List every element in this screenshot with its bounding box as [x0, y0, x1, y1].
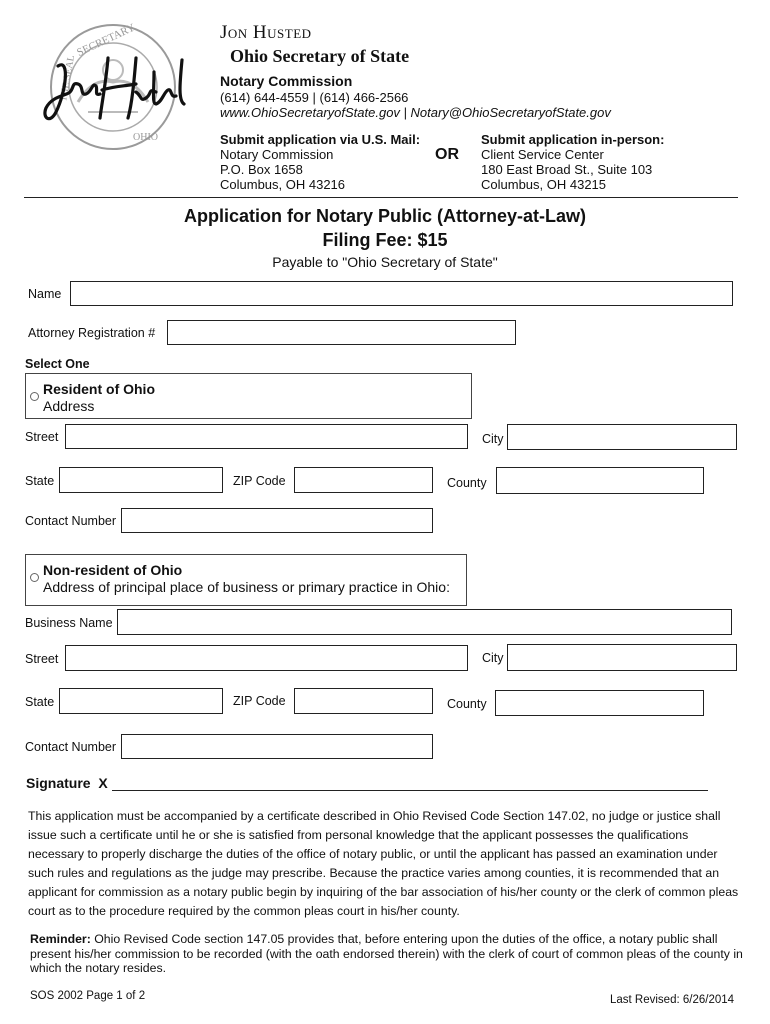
name-label: Name — [28, 287, 62, 301]
reminder-text: Ohio Revised Code section 147.05 provides that, before entering upon the duties of the office, a notary public shall present his/her commission to be recorded (with the oath endorsed therein) with the clerk of court of common pleas of the county in which the notary resides. — [30, 932, 743, 975]
resident-street-field[interactable] — [65, 424, 468, 449]
header-divider — [24, 197, 738, 198]
instructions-paragraph — [28, 807, 740, 921]
resident-option-title: Resident of Ohio — [43, 381, 155, 397]
in-person-line: 180 East Broad St., Suite 103 — [481, 162, 653, 177]
page-footer-left: SOS 2002 Page 1 of 2 — [30, 990, 146, 1002]
name-field[interactable] — [70, 281, 733, 306]
signature-image — [36, 52, 196, 132]
nonresident-option-title: Non-resident of Ohio — [43, 562, 183, 578]
page-footer-right: Last Revised: 6/26/2014 — [610, 994, 735, 1006]
nonresident-zip-field[interactable] — [294, 688, 433, 714]
nonresident-county-field[interactable] — [495, 690, 704, 716]
phone-numbers: (614) 644-4559 | (614) 466-2566 — [220, 90, 409, 105]
nonresident-city-label: City — [482, 651, 504, 665]
resident-county-label: County — [447, 476, 487, 490]
office-title: Ohio Secretary of State — [230, 46, 410, 66]
mail-title: Submit application via U.S. Mail: — [220, 132, 421, 147]
resident-zip-field[interactable] — [294, 467, 433, 493]
attorney-registration-field[interactable] — [167, 320, 516, 345]
nonresident-street-field[interactable] — [65, 645, 468, 671]
in-person-title: Submit application in-person: — [481, 132, 665, 147]
payable-to: Payable to "Ohio Secretary of State" — [272, 254, 498, 270]
resident-option-subtitle: Address — [43, 398, 95, 414]
business-name-label: Business Name — [25, 616, 113, 630]
or-label: OR — [435, 146, 459, 163]
svg-text:SECRETARY: SECRETARY — [75, 22, 138, 59]
form-title: Application for Notary Public (Attorney-at-Law) — [183, 206, 586, 226]
filing-fee: Filing Fee: $15 — [322, 230, 448, 250]
attorney-registration-label: Attorney Registration # — [28, 326, 156, 340]
officer-name: Jon Husted — [220, 22, 312, 43]
nonresident-contact-label: Contact Number — [25, 740, 117, 754]
resident-city-label: City — [482, 432, 504, 446]
nonresident-county-label: County — [447, 697, 487, 711]
svg-text:OHIO: OHIO — [133, 132, 158, 143]
svg-text:THE SEAL: THE SEAL — [58, 54, 78, 103]
resident-radio[interactable] — [30, 392, 39, 401]
nonresident-zip-label: ZIP Code — [233, 694, 286, 708]
resident-state-field[interactable] — [59, 467, 223, 493]
nonresident-state-field[interactable] — [59, 688, 223, 714]
instructions-text: This application must be accompanied by a certificate described in Ohio Revised Code Section 147.02, no judge or justice shall issue such a certificate until he or she is satisfied from personal knowledge that the applicant possesses the qualifications necessary to properly discharge the duties of the office of notary public, or until the applicant has passed an examination under such rules and regulations as the judge may prescribe. Because the practice varies among counties, it is recommended that an applicant for commission as a notary public begin by inquiring of the bar association of his/her county or the clerk of common pleas court as to the procedure required by the common pleas court in his/her county. — [28, 809, 739, 918]
signature-line[interactable] — [112, 790, 708, 791]
resident-contact-label: Contact Number — [25, 514, 117, 528]
nonresident-option-subtitle: Address of principal place of business or primary practice in Ohio: — [43, 579, 450, 595]
reminder-paragraph — [30, 932, 750, 976]
nonresident-street-label: Street — [25, 652, 59, 666]
department-name: Notary Commission — [220, 73, 353, 89]
resident-state-label: State — [25, 474, 55, 488]
resident-county-field[interactable] — [496, 467, 704, 494]
select-one-label: Select One — [25, 357, 90, 371]
signature-label: Signature X — [26, 775, 108, 791]
nonresident-city-field[interactable] — [507, 644, 737, 671]
in-person-line: Columbus, OH 43215 — [481, 177, 607, 192]
mail-line: Notary Commission — [220, 147, 334, 162]
resident-contact-field[interactable] — [121, 508, 433, 533]
mail-address-block — [220, 132, 420, 192]
resident-street-label: Street — [25, 430, 59, 444]
business-name-field[interactable] — [117, 609, 732, 635]
web-email: www.OhioSecretaryofState.gov | Notary@OhioSecretaryofState.gov — [220, 105, 611, 120]
nonresident-contact-field[interactable] — [121, 734, 433, 759]
resident-city-field[interactable] — [507, 424, 737, 450]
in-person-line: Client Service Center — [481, 147, 604, 162]
resident-zip-label: ZIP Code — [233, 474, 286, 488]
in-person-address-block — [481, 132, 664, 192]
nonresident-radio[interactable] — [30, 573, 39, 582]
mail-line: Columbus, OH 43216 — [220, 177, 346, 192]
reminder-label: Reminder: — [30, 932, 91, 946]
nonresident-state-label: State — [25, 695, 55, 709]
mail-line: P.O. Box 1658 — [220, 162, 303, 177]
